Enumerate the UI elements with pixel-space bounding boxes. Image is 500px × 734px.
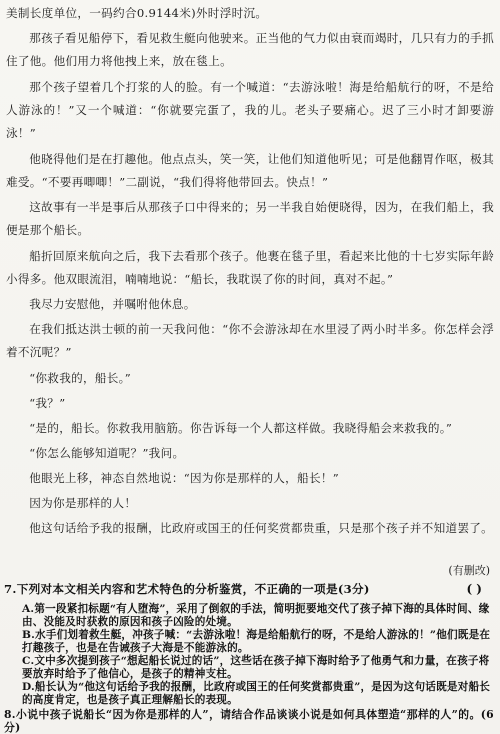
passage-para-7: 在我们抵达洪士顿的前一天我问他：“你不会游泳却在水里浸了两小时半多。你怎样会浮着不沉呢？” xyxy=(6,322,494,359)
passage-para-0: 美制长度单位，一码约合0.9144米)外时浮时沉。 xyxy=(6,6,268,20)
option-b-text: 水手们划着救生艇，冲孩子喊：“去游泳啦！海是给船航行的呀，不是给人游泳的！”他们既是在打趣孩子，也是在告诫孩子大海是不能游泳的。 xyxy=(22,629,491,654)
option-d-text: 船长认为“他这句话给予我的报酬，比政府或国王的任何奖赏都贵重”，是因为这句话既是对船长的高度肯定，也是孩子真正理解船长的表现。 xyxy=(22,681,491,706)
passage-para-3: 他晓得他们是在打趣他。他点点头，笑一笑，让他们知道他听见；可是他翻胃作呕，极其难受。“不要再唧唧！”二副说，“我们得将他带回去。快点！” xyxy=(6,152,494,189)
passage-para-9: “我？” xyxy=(29,396,66,410)
passage-para-6: 我尽力安慰他，并嘱咐他休息。 xyxy=(29,297,196,311)
passage-para-12: 他眼光上移，神态自然地说：“因为你是那样的人，船长！” xyxy=(29,471,339,485)
passage-para-11: “你怎么能够知道呢？”我问。 xyxy=(29,446,185,460)
question-8-stem: 8.小说中孩子说船长“因为你是那样的人”，请结合作品谈谈小说是如何具体塑造“那样的人”的。(6分) xyxy=(4,708,494,734)
passage-para-14: 他这句话给予我的报酬，比政府或国王的任何奖赏都贵重，只是那个孩子并不知道罢了。 xyxy=(29,521,494,535)
option-c-label: C. xyxy=(22,655,35,667)
option-a-label: A. xyxy=(22,603,35,615)
passage-para-13: 因为你是那样的人！ xyxy=(29,496,137,510)
passage-para-5: 船折回原来航向之后，我下去看那个孩子。他裹在毯子里，看起来比他的十七岁实际年龄小得多。他双眼流泪，喃喃地说：“船长，我耽误了你的时间，真对不起。” xyxy=(6,249,494,286)
option-b xyxy=(22,629,492,655)
option-a-text: 第一段紧扣标题“有人堕海”，采用了倒叙的手法，简明扼要地交代了孩子掉下海的具体时间、缘由、没能及时获救的原因和孩子凶险的处境。 xyxy=(22,603,490,628)
passage-para-4: 这故事有一半是事后从那孩子口中得来的；另一半我自始便晓得，因为，在我们船上，我便是那个船长。 xyxy=(6,200,494,237)
passage-para-10: “是的，船长。你救我用脑筋。你告诉每一个人都这样做。我晓得船会来救我的。” xyxy=(29,421,453,435)
passage-para-1: 那孩子看见船停下，看见救生艇向他驶来。正当他的气力似由衰而竭时，几只有力的手抓住了他。他们用力将他拽上来，放在毯上。 xyxy=(6,31,494,68)
option-a xyxy=(22,603,492,629)
option-c xyxy=(22,655,492,681)
option-b-label: B. xyxy=(22,629,36,641)
option-c-text: 文中多次提到孩子“想起船长说过的话”，这些话在孩子掉下海时给予了他勇气和力量，在孩子将要放弃时给予了他信心，是孩子的精神支柱。 xyxy=(22,655,490,680)
source-note: (有删改) xyxy=(448,564,490,577)
passage-para-8: “你救我的，船长。” xyxy=(29,371,131,385)
option-d xyxy=(22,681,492,707)
passage-para-2: 那个孩子望着几个打浆的人的脸。有一个喊道：“去游泳啦！海是给船航行的呀，不是给人游泳的！”又一个喊道：“你就要完蛋了，我的儿。老头子要痛心。迟了三小时才卸要游泳！” xyxy=(6,80,494,140)
question-7-stem: 7.下列对本文相关内容和艺术特色的分析鉴赏，不正确的一项是(3分) xyxy=(4,582,370,596)
question-7-answer-blank: ( ) xyxy=(466,582,482,596)
option-d-label: D. xyxy=(22,681,35,693)
